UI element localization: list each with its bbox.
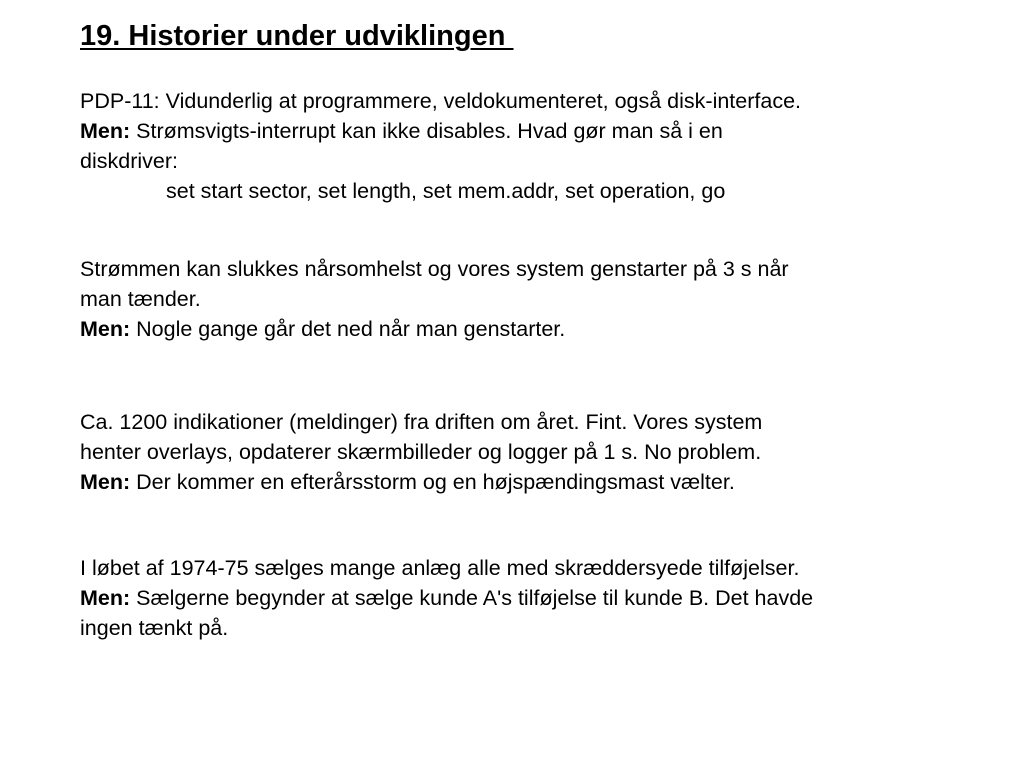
story-pdp11	[80, 86, 980, 206]
story-indications	[80, 407, 980, 497]
story-line: I løbet af 1974-75 sælges mange anlæg alle med skræddersyede tilføjelser.	[80, 556, 800, 580]
story-line: PDP-11: Vidunderlig at programmere, veldokumenteret, også disk-interface.	[80, 89, 802, 113]
story-line-indented: set start sector, set length, set mem.addr, set operation, go	[166, 179, 726, 203]
story-text: Nogle gange går det ned når man genstarter.	[130, 317, 566, 341]
men-label: Men:	[80, 470, 131, 494]
story-power	[80, 254, 980, 344]
story-line: diskdriver:	[80, 149, 178, 173]
story-text: Sælgerne begynder at sælge kunde A's tilføjelse til kunde B. Det havde	[130, 586, 814, 610]
story-line: man tænder.	[80, 287, 201, 311]
story-text: Strømsvigts-interrupt kan ikke disables. Hvad gør man så i en	[130, 119, 723, 143]
story-line	[80, 314, 980, 344]
men-label: Men:	[80, 119, 131, 143]
story-line: Strømmen kan slukkes nårsomhelst og vores system genstarter på 3 s når	[80, 257, 789, 281]
story-line	[80, 467, 980, 497]
men-label: Men:	[80, 317, 131, 341]
story-line	[80, 116, 980, 146]
story-line: Ca. 1200 indikationer (meldinger) fra driften om året. Fint. Vores system	[80, 410, 763, 434]
story-line: henter overlays, opdaterer skærmbilleder og logger på 1 s. No problem.	[80, 440, 762, 464]
story-sales	[80, 553, 980, 643]
slide-title: 19. Historier under udviklingen	[80, 20, 514, 52]
men-label: Men:	[80, 586, 131, 610]
story-line	[80, 583, 980, 613]
story-line: ingen tænkt på.	[80, 616, 229, 640]
story-text: Der kommer en efterårsstorm og en højspændingsmast vælter.	[130, 470, 735, 494]
